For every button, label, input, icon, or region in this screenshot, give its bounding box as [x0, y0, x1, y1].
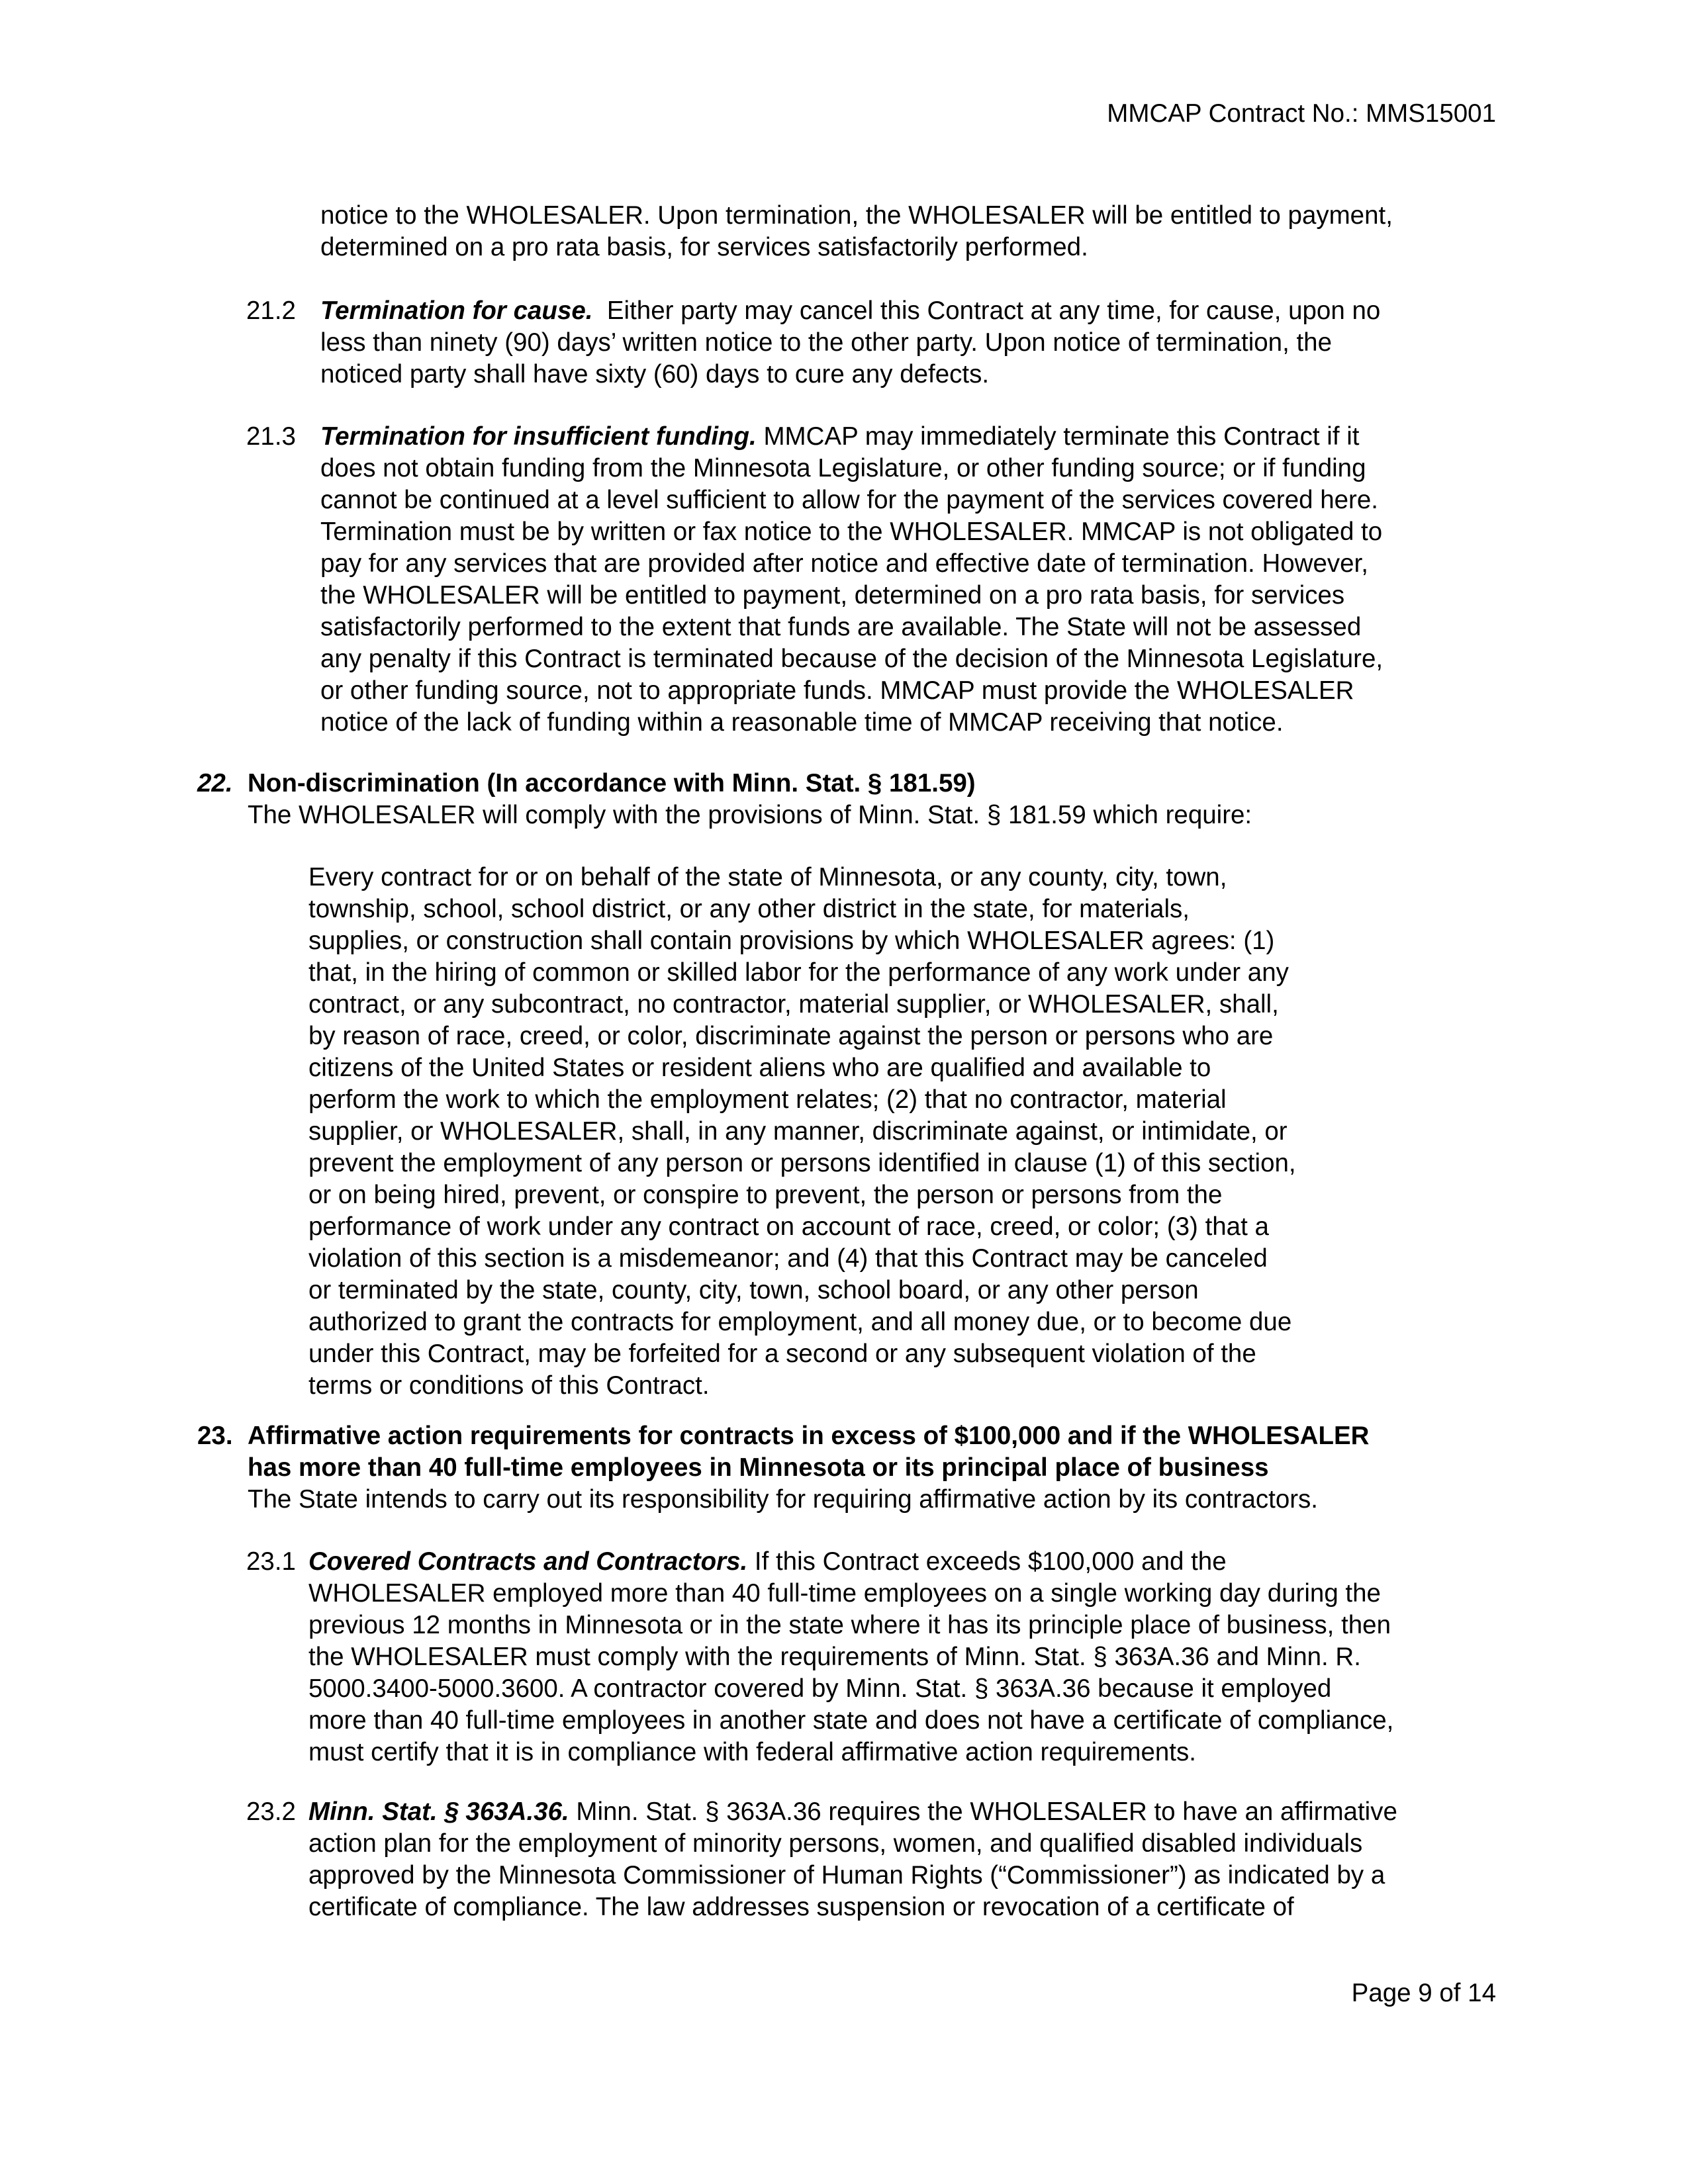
paragraph-line: does not obtain funding from the Minnesota Legislature, or other funding source; or if funding [320, 454, 1366, 482]
heading-line: has more than 40 full-time employees in Minnesota or its principal place of business [248, 1453, 1269, 1482]
section-title: Termination for cause. [320, 296, 593, 325]
quote-line: that, in the hiring of common or skilled labor for the performance of any work under any [308, 958, 1289, 987]
section-title: Minn. Stat. § 363A.36. [308, 1797, 569, 1826]
paragraph-line: noticed party shall have sixty (60) days to cure any defects. [320, 360, 990, 388]
section-body [308, 1546, 1504, 1768]
section-number: 21.2 [246, 296, 296, 325]
section-22 [197, 768, 1521, 831]
section-title: Covered Contracts and Contractors. [308, 1547, 748, 1576]
section-heading [248, 1420, 1521, 1484]
quote-line: or terminated by the state, county, city, town, school board, or any other person [308, 1276, 1199, 1304]
section-21-1-continuation [320, 200, 1512, 263]
section-heading: Non-discrimination (In accordance with Minn. Stat. § 181.59) [248, 769, 976, 797]
paragraph-line: notice to the WHOLESALER. Upon termination, the WHOLESALER will be entitled to payment, [320, 201, 1393, 230]
paragraph-text: Minn. Stat. § 363A.36 requires the WHOLESALER to have an affirmative [569, 1797, 1397, 1826]
paragraph-line: previous 12 months in Minnesota or in the state where it has its principle place of business, then [308, 1611, 1391, 1639]
paragraph-line: or other funding source, not to appropriate funds. MMCAP must provide the WHOLESALER [320, 676, 1354, 705]
paragraph-text: MMCAP may immediately terminate this Contract if it [756, 422, 1360, 451]
paragraph-line: must certify that it is in compliance with federal affirmative action requirements. [308, 1738, 1196, 1766]
quote-line: under this Contract, may be forfeited for a second or any subsequent violation of the [308, 1340, 1256, 1368]
quote-line: contract, or any subcontract, no contractor, material supplier, or WHOLESALER, shall, [308, 990, 1279, 1019]
quote-line: performance of work under any contract on account of race, creed, or color; (3) that a [308, 1212, 1269, 1241]
section-number: 23.1 [246, 1547, 296, 1576]
statute-quote [308, 862, 1394, 1402]
section-number: 21.3 [246, 422, 296, 451]
heading-line: Affirmative action requirements for contracts in excess of $100,000 and if the WHOLESALER [248, 1422, 1370, 1450]
section-number: 23. [197, 1422, 233, 1450]
quote-line: township, school, school district, or any other district in the state, for materials, [308, 895, 1190, 923]
paragraph-line: action plan for the employment of minority persons, women, and qualified disabled individuals [308, 1829, 1363, 1858]
section-body [320, 421, 1504, 739]
quote-line: supplies, or construction shall contain provisions by which WHOLESALER agrees: (1) [308, 927, 1275, 955]
section-body [320, 295, 1504, 390]
paragraph-line: less than ninety (90) days’ written notice to the other party. Upon notice of termination, the [320, 328, 1332, 357]
quote-line: prevent the employment of any person or persons identified in clause (1) of this section, [308, 1149, 1296, 1177]
quote-line: violation of this section is a misdemeanor; and (4) that this Contract may be canceled [308, 1244, 1268, 1273]
paragraph-line: 5000.3400-5000.3600. A contractor covered by Minn. Stat. § 363A.36 because it employed [308, 1674, 1332, 1703]
quote-line: by reason of race, creed, or color, discriminate against the person or persons who are [308, 1022, 1274, 1050]
quote-line: terms or conditions of this Contract. [308, 1371, 710, 1400]
quote-line: perform the work to which the employment relates; (2) that no contractor, material [308, 1085, 1227, 1114]
paragraph-line: satisfactorily performed to the extent that funds are available. The State will not be assessed [320, 613, 1362, 641]
quote-line: supplier, or WHOLESALER, shall, in any manner, discriminate against, or intimidate, or [308, 1117, 1288, 1146]
paragraph-line: certificate of compliance. The law addresses suspension or revocation of a certificate of [308, 1893, 1294, 1921]
paragraph-line: WHOLESALER employed more than 40 full-time employees on a single working day during the [308, 1579, 1381, 1608]
paragraph-line: any penalty if this Contract is terminated because of the decision of the Minnesota Legislature, [320, 645, 1383, 673]
paragraph-text: Either party may cancel this Contract at any time, for cause, upon no [592, 296, 1381, 325]
section-23-2 [246, 1796, 1504, 1923]
quote-line: Every contract for or on behalf of the state of Minnesota, or any county, city, town, [308, 863, 1227, 891]
paragraph-line: cannot be continued at a level sufficient to allow for the payment of the services covered here. [320, 486, 1378, 514]
paragraph-line: the WHOLESALER must comply with the requirements of Minn. Stat. § 363A.36 and Minn. R. [308, 1643, 1361, 1671]
section-number: 23.2 [246, 1797, 296, 1826]
paragraph-line: notice of the lack of funding within a reasonable time of MMCAP receiving that notice. [320, 708, 1284, 737]
contract-number-header: MMCAP Contract No.: MMS15001 [1107, 99, 1496, 128]
paragraph-line: approved by the Minnesota Commissioner of Human Rights (“Commissioner”) as indicated by a [308, 1861, 1385, 1889]
section-intro: The State intends to carry out its responsibility for requiring affirmative action by its contractors. [248, 1485, 1318, 1514]
section-number: 22. [197, 769, 233, 797]
section-23 [197, 1420, 1521, 1516]
quote-line: authorized to grant the contracts for employment, and all money due, or to become due [308, 1308, 1292, 1336]
page-number-footer: Page 9 of 14 [1351, 1979, 1496, 2007]
paragraph-line: pay for any services that are provided after notice and effective date of termination. However, [320, 549, 1368, 578]
paragraph-line: the WHOLESALER will be entitled to payment, determined on a pro rata basis, for services [320, 581, 1345, 610]
section-23-1 [246, 1546, 1504, 1768]
paragraph-line: more than 40 full-time employees in another state and does not have a certificate of compliance, [308, 1706, 1394, 1735]
section-21-3 [246, 421, 1504, 739]
paragraph-line: determined on a pro rata basis, for services satisfactorily performed. [320, 233, 1088, 261]
quote-line: citizens of the United States or resident aliens who are qualified and available to [308, 1054, 1211, 1082]
section-title: Termination for insufficient funding. [320, 422, 757, 451]
quote-line: or on being hired, prevent, or conspire to prevent, the person or persons from the [308, 1181, 1223, 1209]
section-21-2 [246, 295, 1504, 390]
section-intro: The WHOLESALER will comply with the provisions of Minn. Stat. § 181.59 which require: [248, 801, 1252, 829]
paragraph-line: Termination must be by written or fax notice to the WHOLESALER. MMCAP is not obligated to [320, 518, 1383, 546]
section-body [308, 1796, 1504, 1923]
paragraph-text: If this Contract exceeds $100,000 and the [747, 1547, 1227, 1576]
